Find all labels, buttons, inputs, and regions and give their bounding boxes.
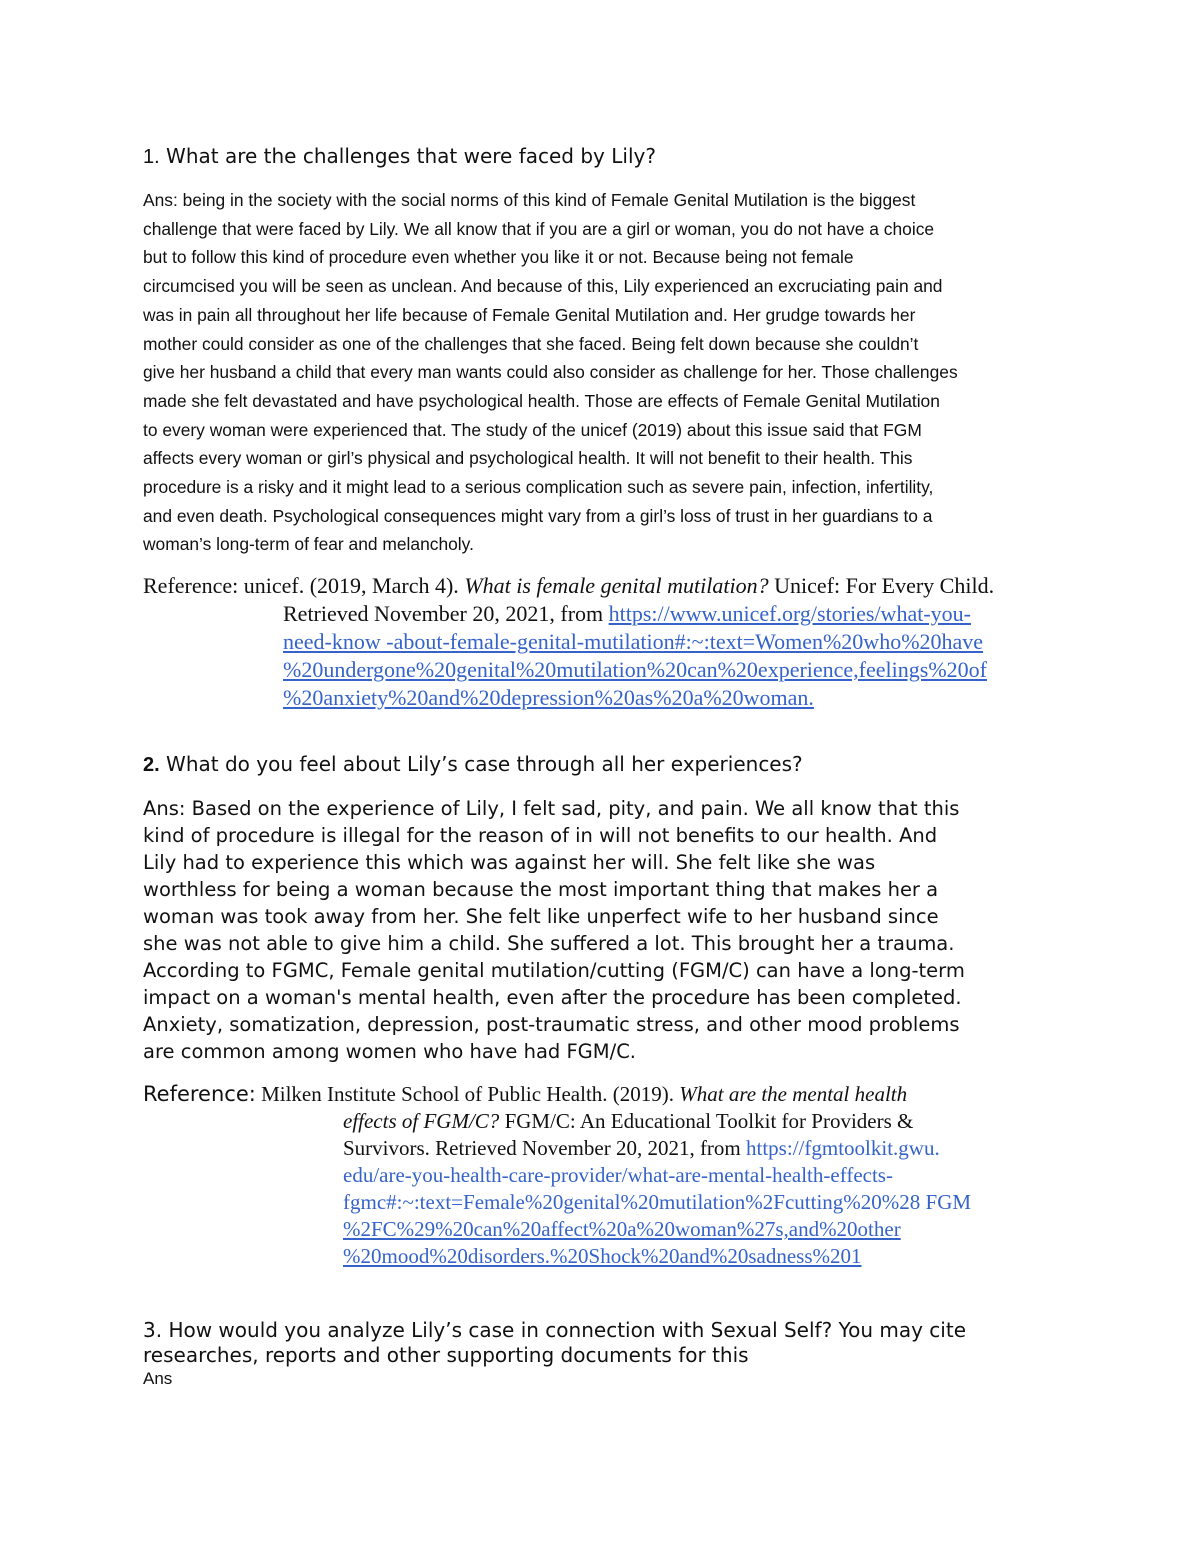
answer-3: Ans [143,1369,173,1388]
answer-1-line: made she felt devastated and have psychological health. Those are effects of Female Genital Mutilation [143,390,940,411]
reference-2-publisher: FGM/C: An Educational Toolkit for Providers & [499,1109,914,1133]
reference-1-publisher: Unicef: For Every Child. [768,573,995,598]
question-1-text: What are the challenges that were faced by Lily? [166,144,656,168]
answer-2-line: Ans: Based on the experience of Lily, I felt sad, pity, and pain. We all know that this [143,797,960,820]
question-1 [143,143,656,171]
answer-2-line: she was not able to give him a child. She suffered a lot. This brought her a trauma. [143,932,955,955]
question-3-text: researches, reports and other supporting documents for this [143,1343,749,1367]
reference-2-link[interactable]: %2FC%29%20can%20affect%20a%20woman%27s,and%20other [343,1217,901,1241]
question-2-text: What do you feel about Lily’s case through all her experiences? [166,752,803,776]
reference-2-title: effects of FGM/C? [343,1109,500,1133]
reference-1-link[interactable]: %20undergone%20genital%20mutilation%20can%20experience,feelings%20of [283,657,987,682]
answer-1-line: woman’s long-term of fear and melancholy. [143,534,474,555]
reference-1-link[interactable]: need-know -about-female-genital-mutilation#:~:text=Women%20who%20have [283,629,984,654]
reference-2-link[interactable]: fgmc#:~:text=Female%20genital%20mutilation%2Fcutting%20%28 FGM [343,1190,972,1214]
question-3 [143,1318,966,1368]
question-2 [143,751,803,779]
answer-2-line: Lily had to experience this which was against her will. She felt like she was [143,851,876,874]
answer-2-line: Anxiety, somatization, depression, post-traumatic stress, and other mood problems [143,1013,960,1036]
answer-1-line: Ans: being in the society with the social norms of this kind of Female Genital Mutilation is the biggest [143,190,916,210]
answer-2-line: kind of procedure is illegal for the reason of in will not benefits to our health. And [143,824,938,847]
answer-1-line: was in pain all throughout her life because of Female Genital Mutilation and. Her grudge towards her [143,304,916,325]
answer-1-line: give her husband a child that every man wants could also consider as challenge for her. Those challenges [143,362,958,383]
reference-2-title: What are the mental health [679,1082,908,1106]
answer-1-line: but to follow this kind of procedure even whether you like it or not. Because being not female [143,247,854,268]
reference-1-title: What is female genital mutilation? [464,573,769,598]
answer-2-line: According to FGMC, Female genital mutilation/cutting (FGM/C) can have a long-term [143,959,965,982]
reference-2-link[interactable]: edu/are-you-health-care-provider/what-are-mental-health-effects- [343,1163,893,1187]
question-1-number: 1. [143,146,160,168]
answer-1-line: circumcised you will be seen as unclean. And because of this, Lily experienced an excruciating pain and [143,276,943,297]
answer-1-line: procedure is a risky and it might lead to a serious complication such as severe pain, infection, infertility, [143,477,934,498]
answer-2-line: impact on a woman's mental health, even after the procedure has been completed. [143,986,962,1009]
reference-2-publisher: Survivors. Retrieved November 20, 2021, from [343,1136,747,1160]
reference-1-link[interactable]: https://www.unicef.org/stories/what-you- [608,601,971,626]
reference-2 [143,1081,1083,1270]
answer-1 [143,186,1063,559]
reference-1-prefix: Reference: unicef. (2019, March 4). [143,573,465,598]
reference-2-link[interactable]: https://fgmtoolkit.gwu. [746,1136,940,1160]
answer-2 [143,795,1073,1065]
question-3-text: 3. How would you analyze Lily’s case in connection with Sexual Self? You may cite [143,1318,967,1342]
answer-1-line: mother could consider as one of the challenges that she faced. Being felt down because she couldn’t [143,333,919,354]
answer-1-line: and even death. Psychological consequences might vary from a girl’s loss of trust in her guardians to a [143,505,933,526]
reference-1-link[interactable]: %20anxiety%20and%20depression%20as%20a%20woman. [283,685,814,710]
reference-1 [143,572,1063,712]
reference-2-link[interactable]: %20mood%20disorders.%20Shock%20and%20sadness%201 [343,1244,862,1268]
question-2-number: 2. [143,754,160,776]
answer-1-line: to every woman were experienced that. The study of the unicef (2019) about this issue said that FGM [143,419,922,440]
reference-1-retrieved: Retrieved November 20, 2021, from [283,601,609,626]
answer-2-line: woman was took away from her. She felt like unperfect wife to her husband since [143,905,939,928]
reference-2-prefix: Milken Institute School of Public Health. (2019). [255,1082,680,1106]
reference-2-label: Reference: [143,1082,256,1106]
answer-1-line: challenge that were faced by Lily. We all know that if you are a girl or woman, you do not have a choice [143,218,935,239]
answer-2-line: worthless for being a woman because the most important thing that makes her a [143,878,939,901]
answer-2-line: are common among women who have had FGM/C. [143,1040,637,1063]
answer-1-line: affects every woman or girl’s physical and psychological health. It will not benefit to their health. This [143,448,913,469]
